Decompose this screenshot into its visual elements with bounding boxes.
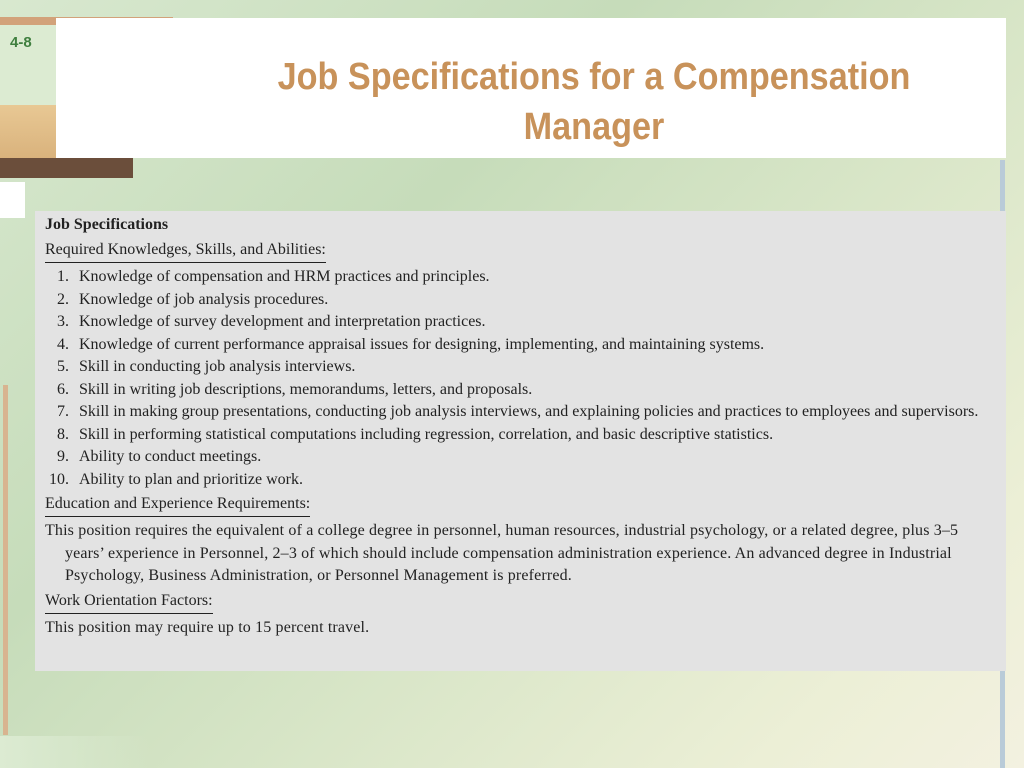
ksa-item-number: 5. (57, 358, 69, 375)
decorative-brown-bar (0, 158, 133, 178)
ksa-item-text: Skill in performing statistical computations including regression, correlation, and basic descriptive statistics. (79, 425, 774, 443)
ksa-item-text: Skill in making group presentations, conducting job analysis interviews, and explaining policies and practices to employees and supervisors. (79, 403, 979, 420)
ksa-list-item (45, 356, 996, 379)
ksa-list-item (45, 446, 996, 469)
decorative-bottom-fade (0, 736, 150, 768)
slide-number: 4-8 (10, 34, 32, 51)
ksa-item-number: 4. (57, 335, 69, 353)
ksa-item-number: 9. (57, 448, 69, 465)
education-text: This position requires the equivalent of a college degree in personnel, human resources, industrial psychology, or a related degree, plus 3–5 years’ experience in Personnel, 2–3 of which should include compensation administration experience. An advanced degree in Industrial Psychology, Business Administration, or Personnel Management is preferred. (45, 522, 959, 584)
ksa-list-item (45, 469, 996, 492)
ksa-list-item (45, 334, 996, 357)
ksa-item-number: 2. (57, 290, 69, 308)
ksa-item-text: Ability to plan and prioritize work. (79, 470, 303, 488)
ksa-item-text: Skill in writing job descriptions, memorandums, letters, and proposals. (79, 380, 533, 398)
ksa-item-number: 6. (57, 380, 69, 398)
ksa-item-text: Knowledge of compensation and HRM practices and principles. (79, 268, 490, 285)
ksa-item-number: 8. (57, 425, 69, 443)
ksa-item-number: 1. (57, 268, 69, 285)
ksa-list-item (45, 379, 996, 402)
ksa-section-header (45, 239, 996, 266)
ksa-item-number: 7. (57, 403, 69, 420)
ksa-list-item (45, 424, 996, 447)
work-orientation-heading: Work Orientation Factors: (45, 590, 213, 614)
ksa-item-text: Skill in conducting job analysis interviews. (79, 358, 356, 375)
decorative-tan-square (0, 105, 56, 159)
ksa-list-item (45, 289, 996, 312)
ksa-heading: Required Knowledges, Skills, and Abilities: (45, 239, 326, 263)
ksa-item-number: 10. (49, 470, 69, 488)
ksa-list-item (45, 401, 996, 424)
ksa-item-text: Knowledge of job analysis procedures. (79, 290, 329, 308)
ksa-item-text: Knowledge of current performance appraisal issues for designing, implementing, and maintaining systems. (79, 335, 765, 353)
education-heading: Education and Experience Requirements: (45, 493, 310, 517)
ksa-list (45, 266, 996, 491)
work-section-header (45, 590, 996, 617)
ksa-item-text: Knowledge of survey development and interpretation practices. (79, 313, 486, 330)
ksa-list-item (45, 266, 996, 289)
ksa-list-item (45, 311, 996, 334)
title-area (56, 18, 1006, 158)
decorative-left-line (3, 385, 8, 735)
slide-title: Job Specifications for a Compensation Manager (277, 56, 911, 148)
ksa-item-text: Ability to conduct meetings. (79, 448, 262, 465)
job-specifications-document (35, 211, 1006, 671)
ksa-item-number: 3. (57, 313, 69, 330)
document-heading: Job Specifications (45, 216, 169, 233)
work-orientation-text: This position may require up to 15 percent travel. (45, 618, 370, 636)
education-section-header (45, 493, 996, 520)
decorative-white-strip (0, 182, 25, 218)
